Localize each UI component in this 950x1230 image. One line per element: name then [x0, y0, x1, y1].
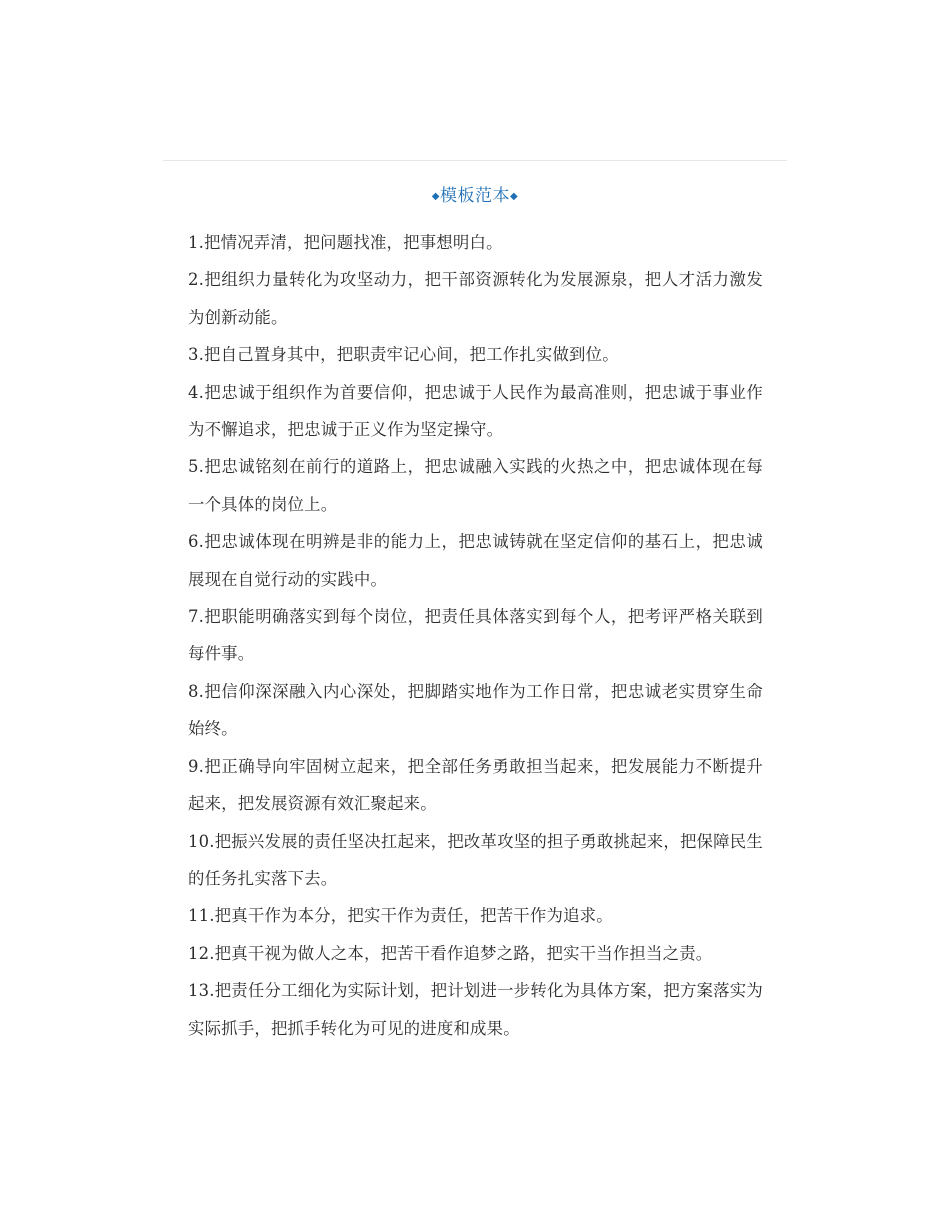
list-item: 12.把真干视为做人之本，把苦干看作追梦之路，把实干当作担当之责。: [188, 943, 713, 963]
header-divider: [163, 160, 787, 161]
title-text: 模板范本: [440, 186, 510, 206]
list-item: 3.把自己置身其中，把职责牢记心间，把工作扎实做到位。: [188, 345, 619, 365]
document-title: [163, 183, 787, 210]
list-item: 7.把职能明确落实到每个岗位，把责任具体落实到每个人，把考评严格关联到每件事。: [188, 607, 763, 664]
list-item: 1.把情况弄清，把问题找准，把事想明白。: [188, 233, 503, 252]
diamond-right-icon: ◆: [510, 191, 519, 202]
list-item: 10.把振兴发展的责任坚决扛起来，把改革攻坚的担子勇敢挑起来，把保障民生的任务扎实落下去。: [188, 831, 763, 888]
diamond-left-icon: ◆: [431, 191, 440, 202]
list-item: 6.把忠诚体现在明辨是非的能力上，把忠诚铸就在坚定信仰的基石上，把忠诚展现在自觉行动的实践中。: [188, 532, 763, 589]
list-item: 2.把组织力量转化为攻坚动力，把干部资源转化为发展源泉，把人才活力激发为创新动能。: [188, 270, 763, 327]
list-item: 11.把真干作为本分，把实干作为责任，把苦干作为追求。: [188, 906, 613, 926]
list-item: 9.把正确导向牢固树立起来，把全部任务勇敢担当起来，把发展能力不断提升起来，把发展资源有效汇聚起来。: [188, 756, 763, 814]
list-item: 5.把忠诚铭刻在前行的道路上，把忠诚融入实践的火热之中，把忠诚体现在每一个具体的岗位上。: [188, 457, 763, 514]
list-item: 8.把信仰深深融入内心深处，把脚踏实地作为工作日常，把忠诚老实贯穿生命始终。: [188, 681, 763, 739]
list-item: 4.把忠诚于组织作为首要信仰，把忠诚于人民作为最高准则，把忠诚于事业作为不懈追求，把忠诚于正义作为坚定操守。: [188, 382, 763, 440]
list-item: 13.把责任分工细化为实际计划，把计划进一步转化为具体方案，把方案落实为实际抓手，把抓手转化为可见的进度和成果。: [188, 981, 763, 1038]
document-body: [188, 224, 763, 1047]
